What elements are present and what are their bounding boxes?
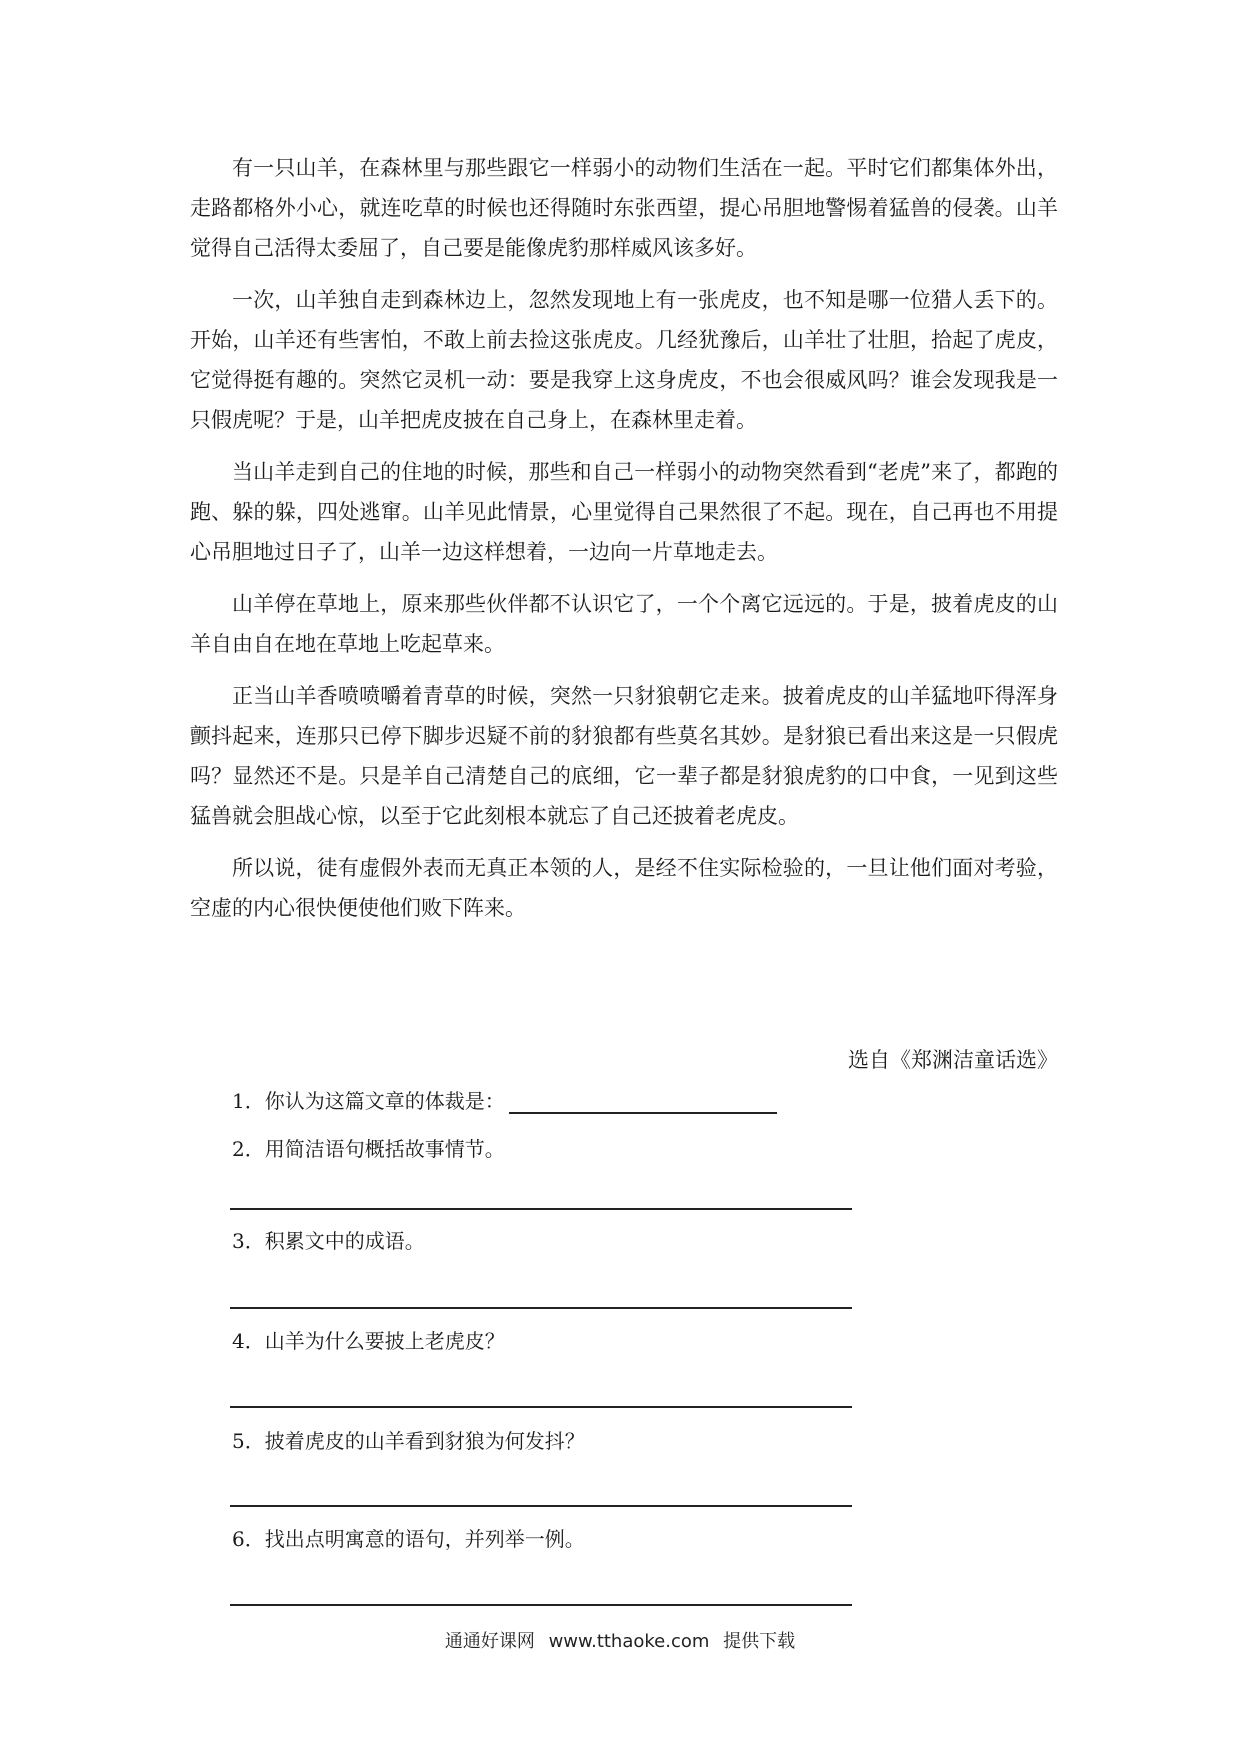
paragraph-4: 山羊停在草地上，原来那些伙伴都不认识它了，一个个离它远远的。于是，披着虎皮的山羊自由自在地在草地上吃起草来。 xyxy=(190,592,1058,656)
question-2: 2．用简洁语句概括故事情节。 xyxy=(232,1137,505,1161)
answer-line-2[interactable] xyxy=(230,1208,852,1210)
paragraph-1: 有一只山羊，在森林里与那些跟它一样弱小的动物们生活在一起。平时它们都集体外出，走路都格外小心，就连吃草的时候也还得随时东张西望，提心吊胆地警惕着猛兽的侵袭。山羊觉得自己活得太委屈了，自己要是能像虎豹那样威风该多好。 xyxy=(190,156,1058,260)
paragraph-6: 所以说，徒有虚假外表而无真正本领的人，是经不住实际检验的，一旦让他们面对考验，空虚的内心很快便使他们败下阵来。 xyxy=(190,856,1058,920)
paragraph-3: 当山羊走到自己的住地的时候，那些和自己一样弱小的动物突然看到“老虎”来了，都跑的跑、躲的躲，四处逃窜。山羊见此情景，心里觉得自己果然很了不起。现在，自己再也不用提心吊胆地过日子了，山羊一边这样想着，一边向一片草地走去。 xyxy=(190,460,1058,564)
footer-url[interactable]: www.tthaoke.com xyxy=(548,1631,710,1652)
footer-watermark xyxy=(0,1627,1240,1653)
question-1-text: 1．你认为这篇文章的体裁是： xyxy=(232,1089,505,1113)
question-4: 4．山羊为什么要披上老虎皮？ xyxy=(232,1329,505,1353)
story-text xyxy=(190,148,1058,940)
answer-line-6[interactable] xyxy=(230,1604,852,1606)
footer-site-name: 通通好课网 xyxy=(444,1631,535,1652)
source-citation: 选自《郑渊洁童话选》 xyxy=(848,1048,1058,1072)
question-6: 6．找出点明寓意的语句，并列举一例。 xyxy=(232,1527,585,1551)
question-5: 5．披着虎皮的山羊看到豺狼为何发抖？ xyxy=(232,1429,585,1453)
footer-suffix: 提供下载 xyxy=(723,1631,796,1652)
answer-line-4[interactable] xyxy=(230,1406,852,1408)
question-3: 3．积累文中的成语。 xyxy=(232,1229,425,1253)
paragraph-2: 一次，山羊独自走到森林边上，忽然发现地上有一张虎皮，也不知是哪一位猎人丢下的。开始，山羊还有些害怕，不敢上前去捡这张虎皮。几经犹豫后，山羊壮了壮胆，拾起了虎皮，它觉得挺有趣的。突然它灵机一动：要是我穿上这身虎皮，不也会很威风吗？谁会发现我是一只假虎呢？于是，山羊把虎皮披在自己身上，在森林里走着。 xyxy=(190,288,1058,432)
answer-line-3[interactable] xyxy=(230,1307,852,1309)
paragraph-5: 正当山羊香喷喷嚼着青草的时候，突然一只豺狼朝它走来。披着虎皮的山羊猛地吓得浑身颤抖起来，连那只已停下脚步迟疑不前的豺狼都有些莫名其妙。是豺狼已看出来这是一只假虎吗？显然还不是。只是羊自己清楚自己的底细，它一辈子都是豺狼虎豹的口中食，一见到这些猛兽就会胆战心惊，以至于它此刻根本就忘了自己还披着老虎皮。 xyxy=(190,684,1058,828)
question-1 xyxy=(232,1085,777,1114)
answer-blank-1[interactable] xyxy=(509,1088,777,1114)
answer-line-5[interactable] xyxy=(230,1505,852,1507)
